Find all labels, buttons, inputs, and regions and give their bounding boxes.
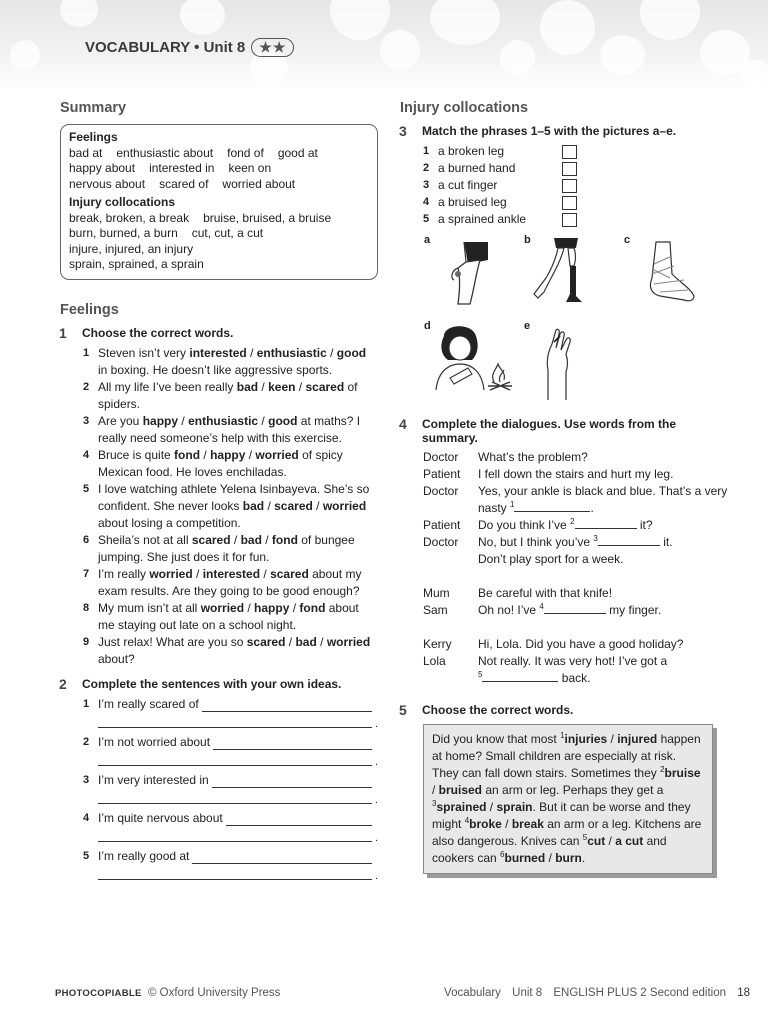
item-number: 1 — [83, 697, 90, 710]
line: Yes, your ankle is black and blue. That’s a very nasty — [478, 484, 728, 515]
write-line-1 — [83, 810, 378, 826]
difficulty-stars-icon: ★★ — [251, 38, 294, 57]
line-end: back. — [561, 671, 591, 685]
exercise-1-items — [60, 345, 378, 668]
picture-c-label: c — [624, 234, 631, 246]
summary-word: injure, injured, an injury — [69, 241, 194, 256]
publisher: © Oxford University Press — [147, 987, 281, 999]
summary-heading: Summary — [60, 100, 127, 116]
line-end: it. — [663, 535, 673, 549]
speaker: Doctor — [423, 450, 459, 464]
bruised-leg-icon — [424, 234, 504, 314]
answer-line-2[interactable] — [98, 750, 378, 768]
unit-title — [85, 38, 294, 57]
item-number: 7 — [83, 567, 90, 580]
exercise-2-item — [60, 848, 378, 880]
answer-line[interactable] — [192, 852, 372, 864]
answer-line[interactable] — [213, 738, 372, 750]
summary-word: scared of — [159, 176, 209, 191]
item-number: 4 — [423, 196, 430, 208]
exercise-1-item — [83, 413, 378, 447]
answer-gap-4[interactable] — [544, 603, 606, 614]
line-period: . — [374, 793, 378, 806]
write-line-1 — [83, 696, 378, 712]
answer-box[interactable] — [562, 179, 577, 193]
summary-word: happy about — [69, 161, 136, 175]
summary-word: interested in — [149, 161, 215, 175]
write-line-1 — [83, 848, 378, 864]
line: Hi, Lola. Did you have a good holiday? — [478, 637, 684, 651]
summary-word: bad at — [69, 145, 103, 160]
exercise-1-item — [83, 600, 378, 634]
exercise-2-items — [60, 696, 378, 880]
summary-word: sprain, sprained, a sprain — [69, 257, 204, 271]
feelings-heading: Feelings — [60, 301, 119, 318]
footer-book: ENGLISH PLUS 2 Second edition — [553, 987, 726, 999]
answer-box[interactable] — [562, 196, 577, 210]
exercise-4-instruction: Complete the dialogues. Use words from the summary. — [422, 417, 677, 445]
answer-gap-2[interactable] — [575, 518, 637, 529]
line: I fell down the stairs and hurt my leg. — [478, 467, 674, 481]
picture-b — [524, 234, 604, 314]
summary-box — [60, 124, 378, 280]
answer-line-2[interactable] — [98, 788, 378, 806]
summary-feelings-rows — [69, 146, 369, 193]
item-number: 3 — [83, 414, 90, 427]
answer-line-2[interactable] — [98, 826, 378, 844]
item-number: 2 — [83, 380, 90, 393]
exercise-3-item — [423, 143, 730, 160]
summary-word: good at — [277, 145, 318, 160]
exercise-1-item — [83, 634, 378, 668]
speaker: Sam — [423, 603, 448, 617]
line: Do you think I’ve — [478, 518, 567, 532]
line-period: . — [374, 755, 378, 768]
legs-boot-icon — [524, 234, 604, 314]
speaker: Lola — [423, 654, 446, 668]
item-number: 4 — [83, 811, 90, 824]
exercise-1-item — [83, 481, 378, 532]
exercise-1-head — [60, 326, 378, 341]
exercise-4-number: 4 — [399, 416, 407, 432]
exercise-5-text-box: Did you know that most $^1$injuries / injured happen at home? Small children are especially at risk. They can fall down stairs. Sometimes they $^2$bruise / bruised an arm or leg. Perhaps they get a $^3$sprained / sprain. But it can be worse and they might $^4$broke / break an arm or a leg. Kitchens are also dangerous. Knives can $^5$cut / a cut and cookers can $^6$burned / burn. — [423, 724, 713, 874]
item-text: I’m quite nervous about — [98, 810, 223, 825]
exercise-5-head — [400, 703, 730, 718]
item-text[interactable]: I’m really worried / interested / scared about my exam results. Are they going to be good enough? — [98, 566, 362, 598]
line: Be careful with that knife! — [478, 586, 613, 600]
answer-line[interactable] — [202, 700, 372, 712]
summary-row — [69, 211, 369, 227]
exercise-2-head — [60, 677, 378, 692]
summary-row — [69, 161, 369, 177]
summary-word: bruise, bruised, a bruise — [203, 210, 332, 225]
item-text[interactable]: Steven isn’t very interested / enthusiastic / good in boxing. He doesn’t like aggressive sports. — [98, 345, 367, 377]
summary-word: burn, burned, a burn — [69, 226, 178, 240]
summary-word: nervous about — [69, 176, 146, 191]
exercise-2-item — [60, 810, 378, 842]
line-period: . — [374, 869, 378, 882]
summary-word: enthusiastic about — [116, 145, 214, 160]
line-end: my finger. — [609, 603, 662, 617]
summary-word: fond of — [227, 145, 264, 160]
item-number: 9 — [83, 635, 90, 648]
line-period: . — [374, 717, 378, 730]
exercise-2-item — [60, 772, 378, 804]
picture-e — [524, 320, 604, 405]
injury-heading: Injury collocations — [400, 100, 529, 116]
unit-title-text: VOCABULARY • Unit 8 — [85, 39, 246, 56]
picture-a-label: a — [424, 234, 431, 246]
item-number: 5 — [83, 482, 90, 495]
item-number: 2 — [423, 162, 430, 174]
item-number: 3 — [423, 179, 430, 191]
item-text: a broken leg — [438, 144, 505, 158]
answer-line-2[interactable] — [98, 864, 378, 882]
exercise-5-instruction: Choose the correct words. — [422, 703, 574, 717]
line: What’s the problem? — [478, 450, 588, 464]
photocopiable-label: PHOTOCOPIABLE — [55, 988, 142, 999]
summary-word: keen on — [228, 161, 272, 175]
item-number: 1 — [83, 346, 90, 359]
exercise-2-number: 2 — [59, 675, 67, 692]
answer-line[interactable] — [226, 814, 372, 826]
summary-row — [69, 242, 369, 258]
summary-injury-rows — [69, 211, 369, 273]
answer-box[interactable] — [562, 162, 577, 176]
item-number: 5 — [83, 849, 90, 862]
line: Not really. It was very hot! I’ve got a — [478, 654, 668, 668]
line: Oh no! I’ve — [478, 603, 537, 617]
line-end: it? — [639, 518, 653, 532]
summary-row — [69, 257, 369, 273]
exercise-3-instruction: Match the phrases 1–5 with the pictures a–e. — [422, 124, 677, 138]
summary-row — [69, 226, 369, 242]
item-number: 8 — [83, 601, 90, 614]
footer-section: Vocabulary — [444, 987, 501, 999]
summary-word: worried about — [222, 176, 296, 191]
line-period: . — [374, 831, 378, 844]
exercise-2-instruction: Complete the sentences with your own ideas. — [82, 676, 342, 691]
left-column — [60, 100, 378, 886]
exercise-2-item — [60, 734, 378, 766]
answer-line-2[interactable] — [98, 712, 378, 730]
speaker: Patient — [423, 518, 461, 532]
exercise-1-item — [83, 345, 378, 379]
speaker: Doctor — [423, 484, 459, 498]
item-number: 4 — [83, 448, 90, 461]
item-number: 5 — [423, 213, 430, 225]
item-text: a cut finger — [438, 178, 498, 192]
item-number: 2 — [83, 735, 90, 748]
picture-d-label: d — [424, 320, 431, 332]
exercise-4-head — [400, 417, 730, 445]
exercise-3-head — [400, 124, 730, 139]
footer — [55, 987, 750, 999]
answer-gap-1[interactable] — [514, 501, 590, 512]
write-line-1 — [83, 734, 378, 750]
item-text[interactable]: Bruce is quite fond / happy / worried of spicy Mexican food. He loves enchiladas. — [98, 447, 343, 479]
exercise-3-item — [423, 194, 730, 211]
speaker: Doctor — [423, 535, 459, 549]
burned-hand-girl-icon — [424, 320, 524, 405]
item-text[interactable]: Just relax! What are you so scared / bad / worried about? — [98, 634, 371, 666]
item-text[interactable]: All my life I’ve been really bad / keen / scared of spiders. — [98, 379, 358, 411]
answer-gap-3[interactable] — [598, 535, 660, 546]
exercise-3-item — [423, 177, 730, 194]
item-text: a burned hand — [438, 161, 516, 175]
item-text: I’m really scared of — [98, 696, 199, 711]
summary-row — [69, 177, 369, 193]
summary-word: cut, cut, a cut — [191, 226, 264, 240]
exercise-1-item — [83, 532, 378, 566]
item-text: a bruised leg — [438, 195, 507, 209]
exercise-1-instruction: Choose the correct words. — [82, 325, 234, 340]
picture-d — [424, 320, 524, 405]
answer-gap-5[interactable] — [482, 671, 558, 682]
picture-e-label: e — [524, 320, 531, 332]
exercise-1-number: 1 — [59, 324, 67, 341]
cut-finger-icon — [524, 320, 604, 405]
summary-feelings-label: Feelings — [69, 130, 118, 144]
line: No, but I think you’ve — [478, 535, 591, 549]
dialogue-1: Doctor What’s the problem? Patient I fell down the stairs and hurt my leg. Doctor Yes, your ankle is black and blue. That’s a very nasty $^1$ . Patient Do you think I’ve $^2$ it? Doctor No, but I think you’ve $^3$ it. Don’t play sport for a week. Mum Be careful with that knife! Sam Oh no! I’ve $^4$ my finger. Kerry Hi, Lola. Did you have a good holiday? Lola Not really. It was very hot! I’ve got a $^5$ back. — [400, 449, 730, 687]
picture-a — [424, 234, 504, 314]
exercise-2-item — [60, 696, 378, 728]
summary-injury-label: Injury collocations — [69, 195, 176, 209]
item-text[interactable]: My mum isn’t at all worried / happy / fond about me staying out late on a school night. — [98, 600, 359, 632]
item-text[interactable]: I love watching athlete Yelena Isinbayeva. She’s so confident. She never looks bad / scared / worried about losing a competition. — [98, 481, 370, 530]
item-text: I’m very interested in — [98, 772, 209, 787]
answer-box[interactable] — [562, 145, 577, 159]
exercise-3-number: 3 — [399, 123, 407, 139]
exercise-3-item — [423, 211, 730, 228]
speaker: Kerry — [423, 637, 452, 651]
exercise-5-number: 5 — [399, 702, 407, 718]
speaker: Patient — [423, 467, 461, 481]
item-text: a sprained ankle — [438, 212, 527, 226]
picture-c — [624, 234, 704, 314]
item-text: I’m not worried about — [98, 734, 211, 749]
answer-line[interactable] — [212, 776, 372, 788]
exercise-3-items — [400, 143, 730, 228]
item-number: 6 — [83, 533, 90, 546]
page-number: 18 — [737, 987, 750, 999]
item-number: 3 — [83, 773, 90, 786]
summary-word: break, broken, a break — [69, 210, 190, 225]
item-number: 1 — [423, 145, 430, 157]
exercise-3-item — [423, 160, 730, 177]
exercise-1-item — [83, 566, 378, 600]
item-text[interactable]: Sheila’s not at all scared / bad / fond of bungee jumping. She just does it for fun. — [98, 532, 355, 564]
right-column — [400, 100, 730, 874]
bandaged-ankle-icon — [624, 234, 704, 314]
picture-b-label: b — [524, 234, 531, 246]
line: Don’t play sport for a week. — [478, 552, 624, 566]
exercise-1-item — [83, 447, 378, 481]
answer-box[interactable] — [562, 213, 577, 227]
write-line-1 — [83, 772, 378, 788]
item-text[interactable]: Are you happy / enthusiastic / good at maths? I really need someone’s help with this exercise. — [98, 413, 361, 445]
injury-pictures — [400, 234, 730, 409]
speaker: Mum — [423, 586, 450, 600]
exercise-1-item — [83, 379, 378, 413]
summary-row — [69, 146, 369, 162]
footer-unit: Unit 8 — [512, 987, 543, 999]
item-text: I’m really good at — [98, 848, 190, 863]
